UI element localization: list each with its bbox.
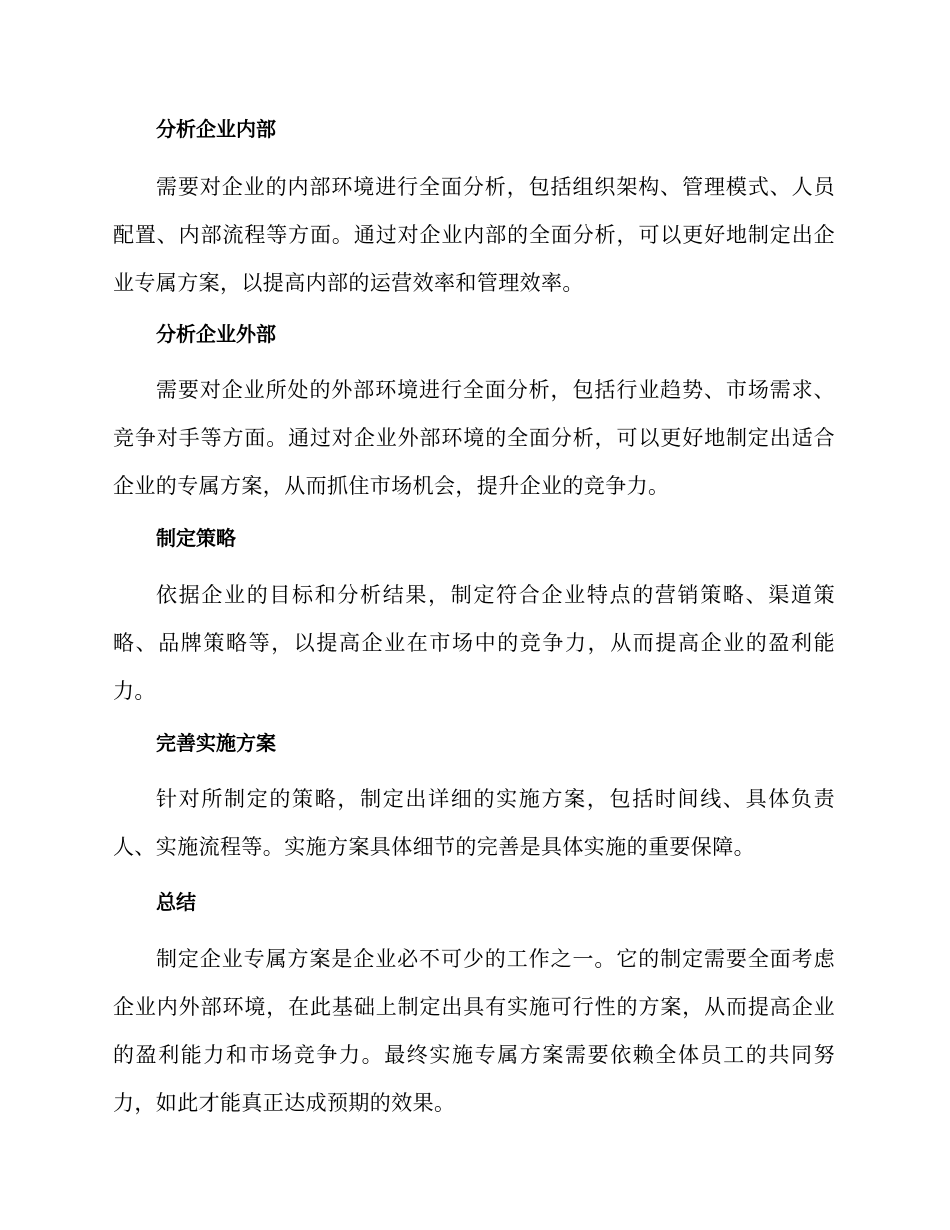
- section-body-external-analysis: 需要对企业所处的外部环境进行全面分析，包括行业趋势、市场需求、竞争对手等方面。通过对企业外部环境的全面分析，可以更好地制定出适合企业的专属方案，从而抓住市场机会，提升企业的竞争力。: [113, 378, 835, 498]
- section-body-strategy: 依据企业的目标和分析结果，制定符合企业特点的营销策略、渠道策略、品牌策略等，以提高企业在市场中的竞争力，从而提高企业的盈利能力。: [113, 583, 835, 703]
- section-heading-implementation-plan: 完善实施方案: [156, 731, 276, 755]
- section-heading-external-analysis: 分析企业外部: [156, 322, 276, 346]
- section-heading-internal-analysis: 分析企业内部: [156, 117, 276, 141]
- section-body-implementation-plan: 针对所制定的策略，制定出详细的实施方案，包括时间线、具体负责人、实施流程等。实施方案具体细节的完善是具体实施的重要保障。: [113, 787, 835, 859]
- section-heading-summary: 总结: [156, 890, 196, 914]
- section-body-summary: 制定企业专属方案是企业必不可少的工作之一。它的制定需要全面考虑企业内外部环境，在此基础上制定出具有实施可行性的方案，从而提高企业的盈利能力和市场竞争力。最终实施专属方案需要依赖全体员工的共同努力，如此才能真正达成预期的效果。: [113, 947, 835, 1115]
- section-body-internal-analysis: 需要对企业的内部环境进行全面分析，包括组织架构、管理模式、人员配置、内部流程等方面。通过对企业内部的全面分析，可以更好地制定出企业专属方案，以提高内部的运营效率和管理效率。: [113, 175, 835, 295]
- section-heading-strategy: 制定策略: [156, 526, 236, 550]
